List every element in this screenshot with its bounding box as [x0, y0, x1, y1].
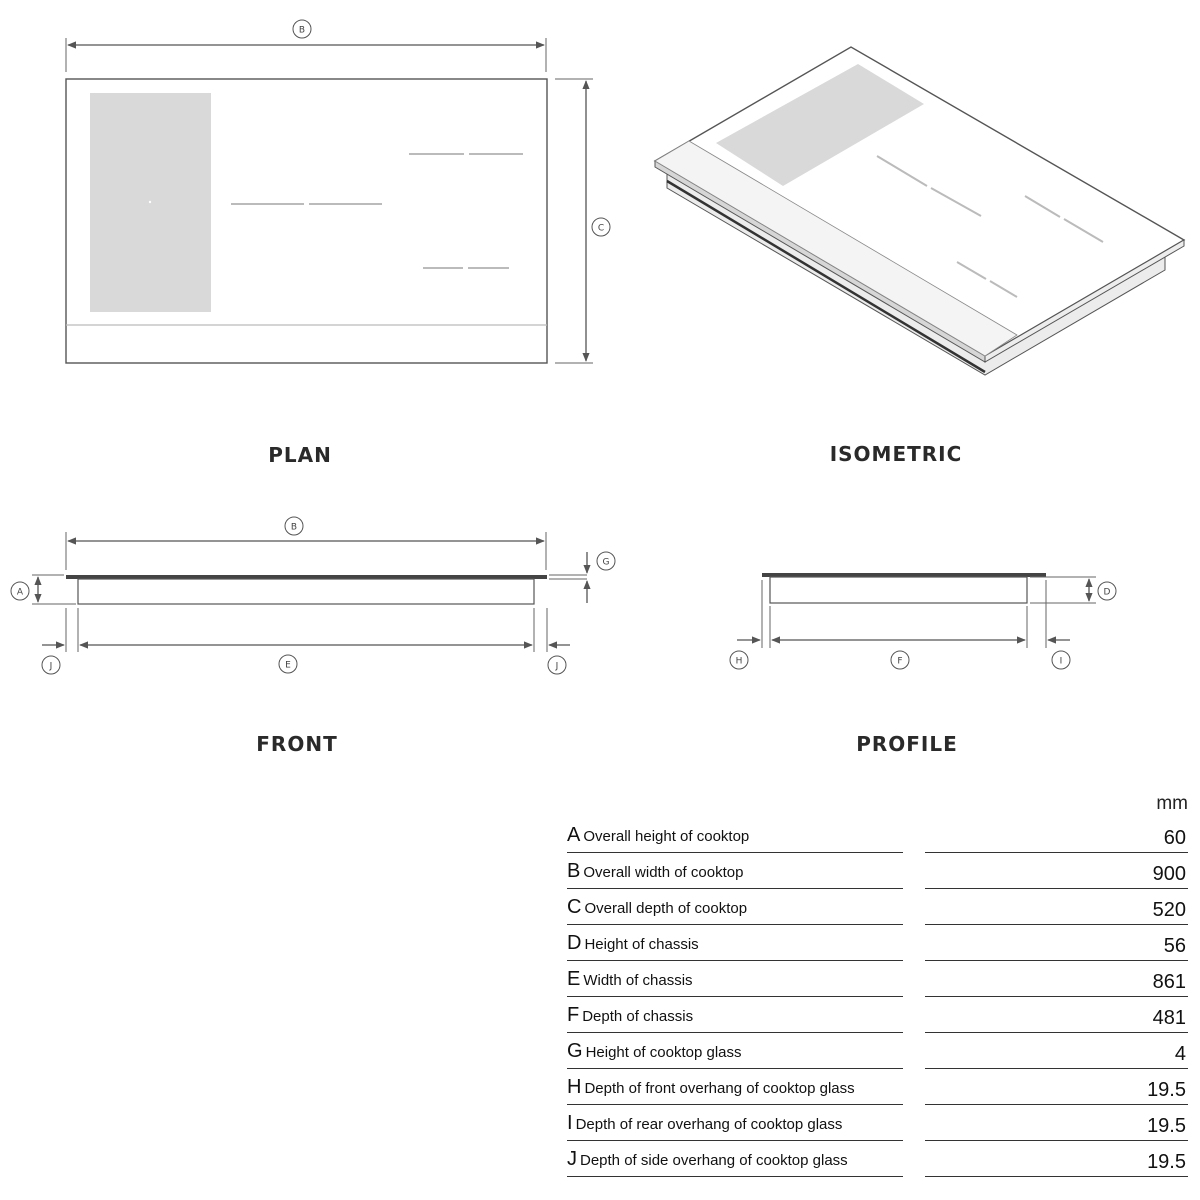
svg-text:I: I: [1059, 656, 1063, 667]
plan-marker-b: [293, 20, 311, 38]
isometric-title: ISOMETRIC: [829, 442, 963, 466]
row-value: 520: [1152, 899, 1186, 921]
front-marker-e: [279, 655, 297, 673]
row-label: Overall height of cooktop: [583, 828, 750, 845]
profile-marker-i: [1052, 651, 1070, 669]
svg-text:F: F: [897, 656, 903, 667]
svg-text:J: J: [49, 661, 53, 672]
table-row: [565, 1142, 1190, 1178]
front-marker-b: [285, 517, 303, 535]
table-row: [565, 1034, 1190, 1070]
profile-chassis: [770, 577, 1027, 603]
svg-text:A: A: [16, 587, 24, 598]
row-value: 60: [1163, 827, 1186, 849]
front-title: FRONT: [256, 732, 338, 756]
row-letter: I: [567, 1112, 573, 1134]
row-letter: B: [567, 860, 581, 882]
row-letter: J: [567, 1148, 577, 1170]
row-label: Depth of side overhang of cooktop glass: [580, 1152, 848, 1169]
row-value: 19.5: [1147, 1151, 1186, 1173]
svg-text:G: G: [602, 557, 610, 568]
table-row: [565, 926, 1190, 962]
svg-text:E: E: [285, 660, 291, 671]
svg-text:B: B: [290, 522, 298, 533]
front-marker-a: [11, 582, 29, 600]
table-row: [565, 998, 1190, 1034]
row-letter: G: [567, 1040, 583, 1062]
row-letter: C: [567, 896, 582, 918]
svg-text:H: H: [735, 656, 743, 667]
row-value: 481: [1152, 1007, 1186, 1029]
svg-text:J: J: [555, 661, 559, 672]
front-marker-j-left: [42, 656, 60, 674]
plan-view: [66, 20, 610, 363]
svg-text:D: D: [1103, 587, 1111, 598]
plan-marker-c: [592, 218, 610, 236]
row-label: Width of chassis: [583, 972, 693, 989]
plan-title: PLAN: [268, 443, 332, 467]
row-value: 4: [1174, 1043, 1186, 1065]
profile-view: [730, 573, 1116, 669]
table-row: [565, 818, 1190, 854]
front-marker-g: [597, 552, 615, 570]
svg-text:B: B: [298, 25, 306, 36]
row-value: 900: [1152, 863, 1186, 885]
row-label: Height of chassis: [584, 936, 699, 953]
row-label: Overall width of cooktop: [583, 864, 744, 881]
front-view: [11, 517, 615, 674]
row-value: 861: [1152, 971, 1186, 993]
table-row: [565, 962, 1190, 998]
unit-label: mm: [1156, 793, 1188, 814]
dimension-table: [565, 790, 1190, 1178]
svg-text:C: C: [597, 223, 605, 234]
profile-title: PROFILE: [856, 732, 958, 756]
front-chassis: [78, 579, 534, 604]
row-letter: D: [567, 932, 582, 954]
row-letter: F: [567, 1004, 580, 1026]
row-label: Depth of chassis: [582, 1008, 694, 1025]
table-row: [565, 1106, 1190, 1142]
table-row: [565, 1070, 1190, 1106]
isometric-view: [655, 47, 1184, 375]
profile-marker-f: [891, 651, 909, 669]
profile-marker-d: [1098, 582, 1116, 600]
row-value: 19.5: [1147, 1079, 1186, 1101]
row-label: Depth of rear overhang of cooktop glass: [575, 1116, 843, 1133]
row-label: Depth of front overhang of cooktop glass: [584, 1080, 855, 1097]
row-letter: E: [567, 968, 581, 990]
row-value: 56: [1163, 935, 1186, 957]
table-row: [565, 890, 1190, 926]
row-letter: H: [567, 1076, 582, 1098]
table-row: [565, 854, 1190, 890]
profile-marker-h: [730, 651, 748, 669]
row-value: 19.5: [1147, 1115, 1186, 1137]
row-label: Height of cooktop glass: [585, 1044, 742, 1061]
row-label: Overall depth of cooktop: [584, 900, 748, 917]
row-letter: A: [567, 824, 581, 846]
front-marker-j-right: [548, 656, 566, 674]
